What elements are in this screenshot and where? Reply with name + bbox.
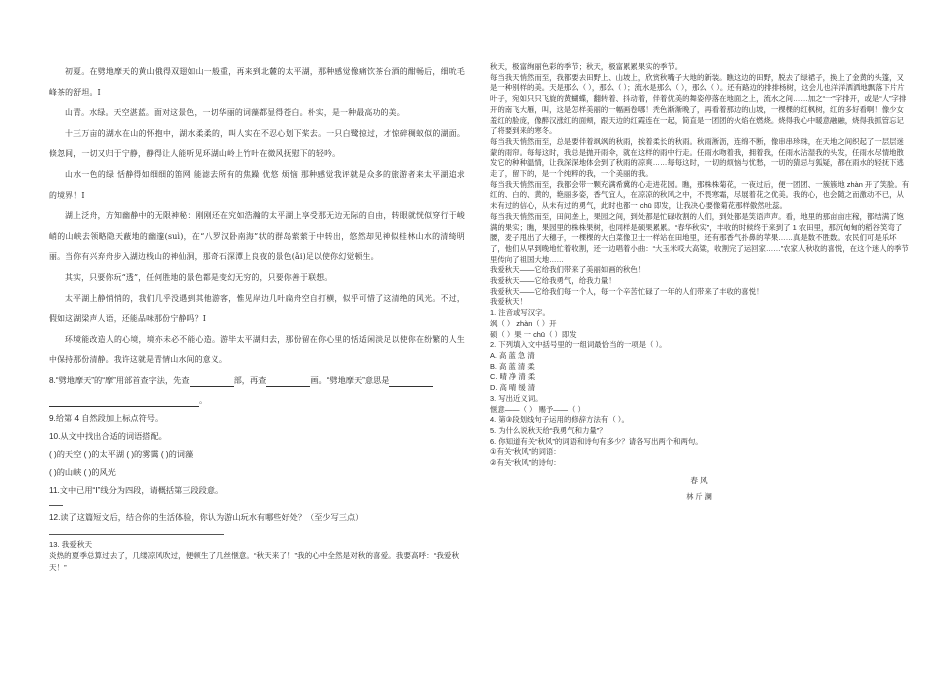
option-b: B. 高 蓝 清 柔 xyxy=(490,361,535,371)
answer-blank[interactable] xyxy=(190,377,234,387)
question-8: 8.“劈地摩天”的“摩”用部首查字法，先查 部，再查 画。“劈地摩天”意思是 xyxy=(49,375,465,387)
question-13-body: 炎热的夏季总算过去了，几缕凉风吹过，便顿生了几丝惬意。“秋天来了！”我的心中全然是对秋的喜爱。我要高呼：“我爱秋天！” xyxy=(49,551,460,572)
question-line: 1. 注音或写汉字。 xyxy=(490,308,550,318)
question-10-row: ( )的山峡 ( )的风光 xyxy=(49,467,116,477)
passage-paragraph: 山青。水绿。天空湛蓝。面对这景色，一切华丽的词藻都显得苍白。朴实，是一种最高功的美。 xyxy=(65,108,405,118)
option-a: A. 高 蓝 急 清 xyxy=(490,350,535,360)
passage-paragraph: 太平湖上静悄悄的，我们几乎没遇到其他游客，惟见岸边几叶扁舟空自打横，似乎可惜了这清绝的风光。不过，假如这湖梁声人语，还能品味那份宁静吗？Ⅰ xyxy=(49,293,465,324)
passage-paragraph: 山水一色的绿 恬静得如细细的笛网 能滤去所有的焦躁 优悠 烦恼 那种感觉我评就是众多的旅游者来太平湖追求的境界！Ⅰ xyxy=(49,169,465,200)
article-line: 我爱秋天——它给我们每一个人，每一个辛苦忙碌了一年的人们带来了丰收的喜悦！ xyxy=(490,286,764,296)
question-line: 硕（ ）果 一 chū（ ）即发 xyxy=(490,329,577,339)
question-10: 10.从文中找出合适的词语搭配。 xyxy=(49,431,167,441)
answer-line[interactable] xyxy=(49,505,63,506)
article-line: 每当我天悄然而至，田间垄上，果园之间，到处都是忙碌收割的人们，到处都是笑语声声。看，地里的那亩亩庄稼，都结满了饱满的果实；瞧，果园里的株株果树，也同样是硕果累累。“春华秋实”，丰收的时候终于来到了 1 农田里，那沉甸甸的稻谷笑弯了腰，麦子甩出了大穗子，一棵棵的大白菜像卫士一样站在田地里，还有那香气扑鼻的苹果……真是数不胜数。农民们可是乐坏了，他们从早到晚地忙着收割，还一边唱着小曲：“大玉米哎大高粱，收割完了运回家……”农家人秋收的喜悦，在这个迷人的季节里传向了祖国大地…… xyxy=(490,211,909,264)
article-line: 我爱秋天——它给我们带来了美丽如画的秋色！ xyxy=(490,265,646,275)
passage-paragraph: 环境能改造人的心境，境亦未必不能心造。游毕太平湖归去，那份留在你心里的恬适闲淡足以使你在纷繁的人生中保持那份清静。我许这就是青情山水间的意义。 xyxy=(49,334,465,365)
passage-paragraph: 湖上泛舟，方知幽静中的无限神秘：刚刚还在究如浩瀚的太平湖上享受那无边无际的自由，转眼就恍似穿行于峻峭的山峡去领略隐天蔽地的幽邃(suì)，在“八罗汉卧南海”状的群岛萦萦于中转出，悠然却见神似桂林山水的清绮明丽。当你有兴弃舟步入湖边栈山的神仙洞，那奇石深潭上良夜的景色(ǎi)足以使你幻觉顿生。 xyxy=(49,211,465,262)
answer-blank[interactable] xyxy=(49,397,199,407)
right-column xyxy=(490,62,910,502)
question-10-row: ( )的天空 ( )的太平湖 ( )的雾霭 ( )的词藻 xyxy=(49,449,194,459)
article-line: 每当我天悄然而至，总是要伴着飒飒的秋雨，挨着柔长的秋雨。秋雨淅沥，连绵不断，像串串珍珠，在天地之间织起了一层层迷蒙的雨帘。每每这时，我总是抛开雨伞，就在这样的雨中行走。任雨水吻着我，拥着我，任雨水沾湿我的头发，任雨水尽情地散发它的种种温情，让我深深地体会到了秋雨的凉爽……每每这时，一切的烦恼与忧愁，一切的猜忌与狐疑，都在雨水的轻抚下逃走了，留下的，是一个纯粹的我，一个美丽的我。 xyxy=(490,136,904,179)
question-line: ①有关“秋风”的词语： xyxy=(490,447,561,457)
poem-author: 林斤澜 xyxy=(686,491,714,501)
question-13-title: 13. 我爱秋天 xyxy=(49,539,93,549)
question-line: 4. 第③段划线句子运用的修辞方法有（ ）。 xyxy=(490,415,629,425)
option-c: C. 晴 净 清 柔 xyxy=(490,372,536,382)
question-line: ②有关“秋风”的诗句： xyxy=(490,458,561,468)
passage-paragraph: 初夏。在劈地摩天的黄山俄得双翅如山一般重，再来到北麓的太平湖，那种感觉像痛饮茶台酒的酣畅后，细吮毛峰茶的舒坦。Ⅰ xyxy=(49,67,465,97)
question-line: 飒（ ） zhàn（ ）开 xyxy=(490,318,557,328)
question-8-line: 。 xyxy=(49,395,465,407)
question-line: 6. 你知道有关“秋风”的词语和诗句有多少？请各写出两个和两句。 xyxy=(490,436,703,446)
article-line: 每当我天悄然而至，我都要去田野上、山坡上，欣赏秋嘴子大地的新装。瞧这边的田野，脱去了绿裙子，换上了金黄的头篷，又是一种别样的美。天是那么（ ），那么（ ）；流水是那么（ ），那么（ ）。还有路边的排排杨树，这会儿也洋洋洒洒地飘落下片片叶子，宛如只只飞旋的黄蝴蝶，翻转着、抖动着，伴着优美的舞姿停落在地面之上，流水之间……加之“一”字排开，或是“人”字排开的南飞大雁，叫，这是怎样美丽的一幅画卷哪！秃色渐渐晚了，再看着那边的山坡，一棵棵的红枫树，红的多好看啊！像少女羞红的脸庞，像醉汉涨红的面颊，跟天边的红霞连在一起，简直是一团团的火焰在燃烧。烧得我心中暖意融融，烧得我抓管忘记了将要到来的寒冬。 xyxy=(490,72,907,136)
question-line: 3. 写出近义词。 xyxy=(490,393,543,403)
question-9: 9.给第 4 自然段加上标点符号。 xyxy=(49,413,164,423)
passage-paragraph: 十三万亩的湖水在山的怀抱中，湖水柔柔的，叫人实在不忍心划下桨去。一只白鹭掠过，才惊碎稠蚁似的湖面。倏忽间，一切又归于宁静，静得让人能听见环湖山岭上竹叶在微风抚慰下的轻吟。 xyxy=(49,128,465,159)
question-12: 12.读了这篇短文后，结合你的生活体验，你认为游山玩水有哪些好处？（至少写三点） xyxy=(49,512,364,522)
passage-paragraph: 其实，只要你玩“透”，任何胜地的景色都是变幻无穷的，只要你善于联想。 xyxy=(65,272,333,282)
answer-blank[interactable] xyxy=(266,377,310,387)
answer-line[interactable] xyxy=(49,534,224,535)
article-line: 每当我天悄然而至，我都会带一颗充满希冀的心走进花园。瞧，那株株菊花，一夜过后，便一团团、一簇簇地 zhàn 开了笑脸。有红的、白的、黄的，艳丽多姿，香气宜人，在凉凉的秋风之中，不畏寒霜，尽展着花之优美。我的心，也会随之而激动不已，从未有过的信心，从未有过的勇气，此时也都一 chū 即发，让我决心要像菊花那样傲然吐蕊。 xyxy=(490,179,910,211)
poem-title: 春风 xyxy=(690,475,710,485)
article-line: 我爱秋天——它给我勇气，给我力量！ xyxy=(490,276,616,286)
option-d: D. 高 晴 缓 清 xyxy=(490,383,536,393)
answer-blank[interactable] xyxy=(389,377,433,387)
question-line: 5. 为什么说秋天给“我勇气和力量”？ xyxy=(490,425,607,435)
article-line: 秋天，极富绚丽色彩的季节；秋天，极富累累果实的季节。 xyxy=(490,62,683,71)
left-column xyxy=(49,62,465,573)
question-line: 2. 下列填入文中括号里的一组词最恰当的一项是（ ）。 xyxy=(490,340,667,350)
article-line: 我爱秋天！ xyxy=(490,297,527,307)
question-11: 11.文中已用“Ⅰ”线分为四段，请概括第三段段意。 xyxy=(49,485,224,495)
question-line: 惬意——（ ） 赐予——（ ） xyxy=(490,404,585,414)
